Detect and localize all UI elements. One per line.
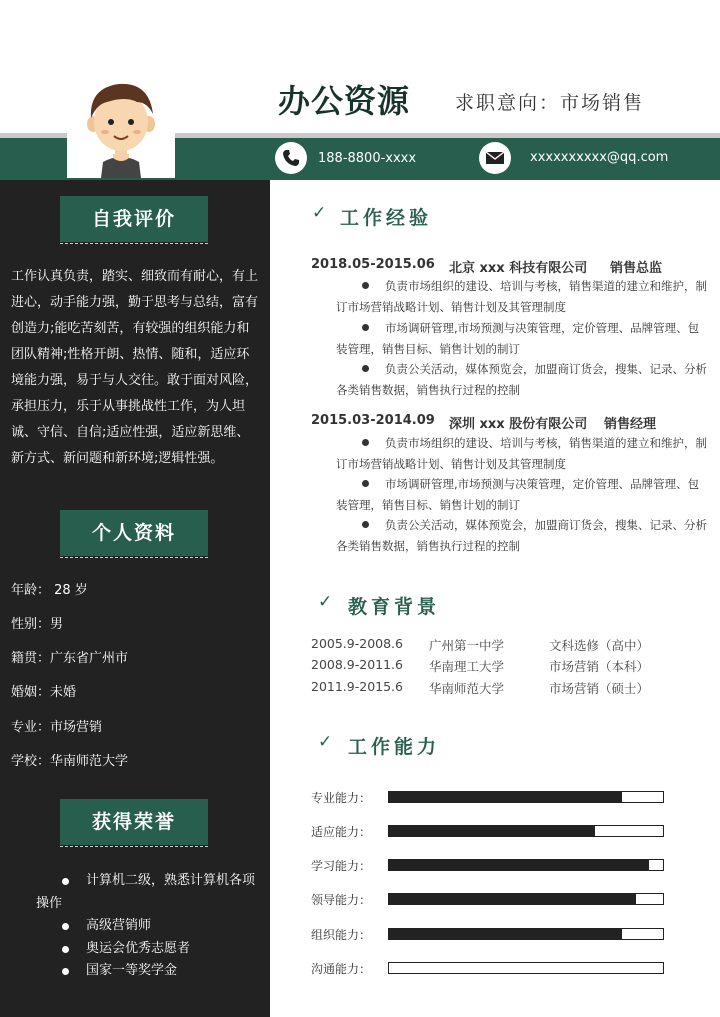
bullet-icon — [62, 968, 69, 975]
skill-label: 适应能力： — [311, 825, 372, 839]
phone-number: 188-8800-xxxx — [318, 151, 417, 166]
edu-school: 华南师范大学 — [429, 681, 505, 696]
mail-icon — [479, 142, 511, 174]
personal-major: 专业：市场营销 — [11, 720, 103, 735]
duty-text: 负责公关活动，媒体预览会，加盟商订货会，搜集、记录、分析各类销售数据，销售执行过程的控制 — [336, 362, 707, 397]
skill-label: 领导能力： — [311, 893, 372, 907]
bullet-icon — [362, 521, 369, 528]
skill-bar-fill — [389, 860, 649, 870]
job-duty — [336, 515, 708, 557]
duty-text: 市场调研管理,市场预测与决策管理，定价管理、品牌管理、包装管理，销售目标、销售计划的制订 — [336, 321, 700, 356]
skill-bar — [388, 893, 664, 905]
honor-text: 奥运会优秀志愿者 — [86, 940, 191, 956]
honors-title: 获得荣誉 — [60, 799, 208, 845]
check-icon: ✓ — [318, 592, 333, 612]
avatar-illustration — [67, 72, 175, 178]
honors-divider — [60, 846, 208, 847]
education-title: 教育背景 — [348, 596, 441, 618]
skill-label: 学习能力： — [311, 859, 372, 873]
job-company: 深圳 xxx 股份有限公司 — [449, 417, 588, 432]
personal-age: 年龄： 28 岁 — [11, 583, 88, 598]
edu-school: 广州第一中学 — [429, 638, 505, 653]
self-eval-divider — [60, 243, 208, 244]
job-duty — [336, 474, 708, 516]
bullet-icon — [62, 946, 69, 953]
duty-text: 负责市场组织的建设、培训与考核，销售渠道的建立和维护，制订市场营销战略计划、销售计划及其管理制度 — [336, 279, 707, 314]
job-duty — [336, 318, 708, 360]
bullet-icon — [362, 480, 369, 487]
personal-hometown: 籍贯：广东省广州市 — [11, 651, 129, 666]
skill-bar — [388, 825, 664, 837]
skill-bar — [388, 859, 664, 871]
honors-list — [36, 870, 261, 983]
personal-gender: 性别：男 — [11, 617, 64, 632]
job-company: 北京 xxx 科技有限公司 — [449, 261, 588, 276]
personal-info-divider — [60, 557, 208, 558]
avatar — [67, 72, 175, 178]
skill-bar-fill — [389, 929, 622, 939]
honor-text: 国家一等奖学金 — [86, 963, 178, 978]
honor-item — [36, 938, 261, 961]
personal-school: 学校：华南师范大学 — [11, 754, 129, 769]
edu-major: 市场营销（本科） — [549, 659, 650, 674]
duty-text: 负责市场组织的建设、培训与考核，销售渠道的建立和维护，制订市场营销战略计划、销售计划及其管理制度 — [336, 436, 707, 471]
honor-item — [36, 960, 261, 983]
work-title: 工作经验 — [340, 207, 433, 229]
bullet-icon — [362, 365, 369, 372]
bullet-icon — [362, 324, 369, 331]
skill-label: 专业能力： — [311, 791, 372, 805]
skill-bar-fill — [389, 826, 595, 836]
check-icon: ✓ — [318, 732, 333, 752]
skill-bar — [388, 791, 664, 803]
skill-bar-fill — [389, 894, 636, 904]
job-period: 2015.03-2014.09 — [311, 413, 435, 428]
self-eval-title: 自我评价 — [60, 196, 208, 242]
edu-period: 2011.9-2015.6 — [311, 679, 403, 694]
edu-period: 2005.9-2008.6 — [311, 636, 403, 651]
job-intent: 求职意向：市场销售 — [455, 92, 645, 114]
honor-text: 计算机二级，熟悉计算机各项操作 — [36, 873, 256, 911]
bullet-icon — [362, 282, 369, 289]
duty-text: 负责公关活动，媒体预览会，加盟商订货会，搜集、记录、分析各类销售数据，销售执行过程的控制 — [336, 518, 707, 553]
skill-bar — [388, 962, 664, 974]
phone-icon — [275, 142, 307, 174]
duty-text: 市场调研管理,市场预测与决策管理，定价管理、品牌管理、包装管理，销售目标、销售计划的制订 — [336, 477, 700, 512]
honor-text: 高级营销师 — [86, 918, 152, 933]
job-duty — [336, 433, 708, 475]
personal-info-title: 个人资料 — [60, 510, 208, 556]
honor-item — [36, 915, 261, 938]
skill-label: 组织能力： — [311, 928, 372, 942]
check-icon: ✓ — [312, 203, 327, 223]
job-duty — [336, 276, 708, 318]
edu-period: 2008.9-2011.6 — [311, 657, 403, 672]
edu-major: 市场营销（硕士） — [549, 681, 650, 696]
skills-title: 工作能力 — [348, 736, 441, 758]
skill-bar-fill — [389, 792, 622, 802]
honor-item — [36, 870, 261, 915]
bullet-icon — [362, 439, 369, 446]
skill-bar — [388, 928, 664, 940]
applicant-name: 办公资源 — [278, 82, 411, 120]
self-eval-text: 工作认真负责，踏实、细致而有耐心，有上进心，动手能力强，勤于思考与总结，富有创造力;能吃苦刻苦，有较强的组织能力和团队精神;性格开朗、热情、随和，适应环境能力强，易于与人交往。敢于面对风险，承担压力，乐于从事挑战性工作，为人坦诚、守信、自信;适应性强，适应新思维、新方式、新问题和新环境;逻辑性强。 — [11, 269, 259, 466]
edu-school: 华南理工大学 — [429, 659, 505, 674]
skill-label: 沟通能力： — [311, 962, 372, 976]
edu-major: 文科选修（高中） — [549, 638, 650, 653]
job-period: 2018.05-2015.06 — [311, 257, 435, 272]
bullet-icon — [62, 923, 69, 930]
personal-marital: 婚姻：未婚 — [11, 685, 77, 700]
job-duty — [336, 359, 708, 401]
job-position: 销售经理 — [604, 417, 657, 432]
job-position: 销售总监 — [610, 261, 663, 276]
email-address: xxxxxxxxxx@qq.com — [530, 150, 669, 165]
bullet-icon — [62, 878, 69, 885]
